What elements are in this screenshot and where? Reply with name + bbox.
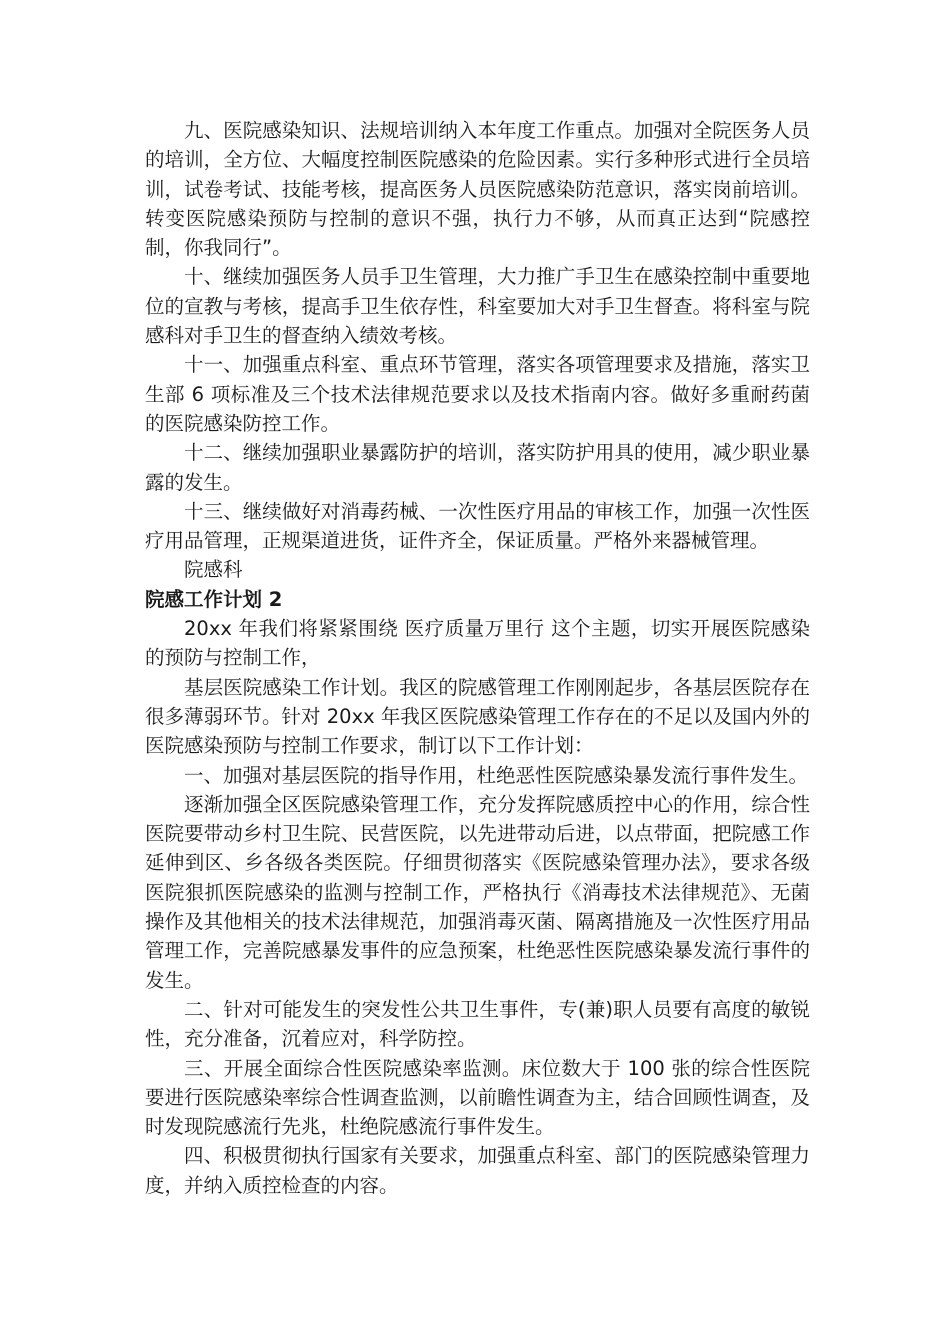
paragraph-intro: 20xx 年我们将紧紧围绕 医疗质量万里行 这个主题，切实开展医院感染的预防与控制工作， [145, 617, 810, 670]
department-signature: 院感科 [184, 558, 243, 582]
paragraph-plan-1: 一、加强对基层医院的指导作用，杜绝恶性医院感染暴发流行事件发生。 [184, 763, 809, 787]
paragraph-background: 基层医院感染工作计划。我区的院感管理工作刚刚起步，各基层医院存在很多薄弱环节。针对 20xx 年我区医院感染管理工作存在的不足以及国内外的医院感染预防与控制工作要求，制订以下工作计划： [145, 675, 810, 758]
paragraph-item-13: 十三、继续做好对消毒药械、一次性医疗用品的审核工作，加强一次性医疗用品管理，正规渠道进货，证件齐全，保证质量。严格外来器械管理。 [145, 499, 810, 553]
paragraph-plan-3: 三、开展全面综合性医院感染率监测。床位数大于 100 张的综合性医院要进行医院感染率综合性调查监测，以前瞻性调查为主，结合回顾性调查，及时发现院感流行先兆，杜绝院感流行事件发生。 [145, 1056, 810, 1139]
paragraph-plan-2: 二、针对可能发生的突发性公共卫生事件，专(兼)职人员要有高度的敏锐性，充分准备，沉着应对，科学防控。 [145, 997, 810, 1051]
paragraph-item-10: 十、继续加强医务人员手卫生管理，大力推广手卫生在感染控制中重要地位的宣教与考核，提高手卫生依存性，科室要加大对手卫生督查。将科室与院感科对手卫生的督查纳入绩效考核。 [145, 265, 810, 348]
paragraph-plan-1-detail: 逐渐加强全区医院感染管理工作，充分发挥院感质控中心的作用，综合性医院要带动乡村卫生院、民营医院，以先进带动后进，以点带面，把院感工作延伸到区、乡各级各类医院。仔细贯彻落实《医院感染管理办法》，要求各级医院狠抓医院感染的监测与控制工作，严格执行《消毒技术法律规范》、无菌操作及其他相关的技术法律规范，加强消毒灭菌、隔离措施及一次性医疗用品管理工作，完善院感暴发事件的应急预案，杜绝恶性医院感染暴发流行事件的发生。 [145, 792, 810, 992]
paragraph-item-12: 十二、继续加强职业暴露防护的培训，落实防护用具的使用，减少职业暴露的发生。 [145, 441, 810, 494]
paragraph-plan-4: 四、积极贯彻执行国家有关要求，加强重点科室、部门的医院感染管理力度，并纳入质控检查的内容。 [145, 1144, 810, 1197]
section-title: 院感工作计划 2 [145, 587, 283, 611]
paragraph-item-9: 九、医院感染知识、法规培训纳入本年度工作重点。加强对全院医务人员的培训，全方位、大幅度控制医院感染的危险因素。实行多种形式进行全员培训，试卷考试、技能考核，提高医务人员医院感染防范意识，落实岗前培训。转变医院感染预防与控制的意识不强，执行力不够，从而真正达到“院感控制，你我同行”。 [145, 119, 810, 260]
document-body [145, 116, 810, 1200]
paragraph-item-11: 十一、加强重点科室、重点环节管理，落实各项管理要求及措施，落实卫生部 6 项标准及三个技术法律规范要求以及技术指南内容。做好多重耐药菌的医院感染防控工作。 [145, 353, 810, 435]
